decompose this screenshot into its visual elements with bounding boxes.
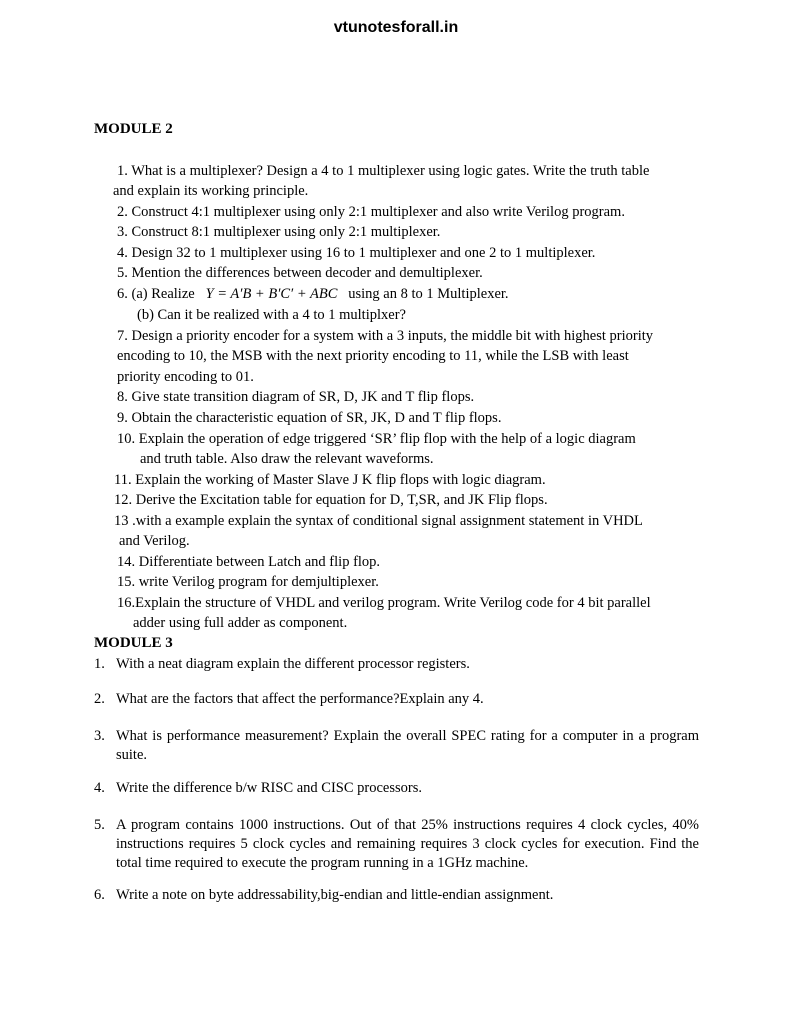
boolean-expression: Y = A′B + B′C′ + ABC xyxy=(205,286,338,302)
module-3-heading: MODULE 3 xyxy=(94,635,173,651)
m3-question-number: 3. xyxy=(94,728,105,744)
m3-question-text: Write the difference b/w RISC and CISC processors. xyxy=(116,780,423,796)
m3-question-4 xyxy=(94,779,699,798)
m2-question-4: 4. Design 32 to 1 multiplexer using 16 to 1 multiplexer and one 2 to 1 multiplexer. xyxy=(117,245,596,261)
m2-question-12: 12. Derive the Excitation table for equation for D, T,SR, and JK Flip flops. xyxy=(114,492,548,508)
m2-question-9: 9. Obtain the characteristic equation of SR, JK, D and T flip flops. xyxy=(117,410,502,426)
m2-question-15: 15. write Verilog program for demjultiplexer. xyxy=(117,574,379,590)
m3-question-1 xyxy=(94,655,699,674)
m2-question-10-line-1: 10. Explain the operation of edge triggered ‘SR’ flip flop with the help of a logic diagram xyxy=(117,431,636,447)
m2-question-10-line-2: and truth table. Also draw the relevant waveforms. xyxy=(140,451,434,467)
m3-question-text: What are the factors that affect the performance?Explain any 4. xyxy=(116,691,484,707)
m3-question-number: 5. xyxy=(94,817,105,833)
m2-question-7-line-3: priority encoding to 01. xyxy=(117,369,254,385)
m2-question-7-line-2: encoding to 10, the MSB with the next priority encoding to 11, while the LSB with least xyxy=(117,348,629,364)
m2-question-3: 3. Construct 8:1 multiplexer using only 2:1 multiplexer. xyxy=(117,224,441,240)
module-2-heading: MODULE 2 xyxy=(94,121,173,137)
m2-question-13-line-2: and Verilog. xyxy=(119,533,190,549)
m2-question-11: 11. Explain the working of Master Slave J K flip flops with logic diagram. xyxy=(114,472,546,488)
m2-question-6b: (b) Can it be realized with a 4 to 1 multiplxer? xyxy=(137,307,406,323)
m3-question-3 xyxy=(94,727,699,765)
m2-question-7-line-1: 7. Design a priority encoder for a system with a 3 inputs, the middle bit with highest priority xyxy=(117,328,654,344)
m3-question-number: 1. xyxy=(94,656,105,672)
m2-question-6-suffix: using an 8 to 1 Multiplexer. xyxy=(348,286,509,302)
m2-question-6a xyxy=(117,284,509,304)
m3-question-text: Write a note on byte addressability,big-endian and little-endian assignment. xyxy=(116,887,554,903)
m2-question-6-prefix: 6. (a) Realize xyxy=(117,286,195,302)
m3-question-6 xyxy=(94,886,699,905)
m2-question-16-line-2: adder using full adder as component. xyxy=(133,615,348,631)
m3-question-number: 2. xyxy=(94,691,105,707)
m3-question-text: A program contains 1000 instructions. Out of that 25% instructions requires 4 clock cycles, 40% instructions requires 5 clock cycles and remaining requires 3 clock cycles for execution. Find the total time required to execute the program running in a 1GHz machine. xyxy=(116,817,699,871)
m2-question-1-line-1: 1. What is a multiplexer? Design a 4 to 1 multiplexer using logic gates. Write the truth table xyxy=(117,163,650,179)
m3-question-5 xyxy=(94,816,699,873)
m3-question-text: What is performance measurement? Explain the overall SPEC rating for a computer in a program suite. xyxy=(116,728,699,763)
m2-question-16-line-1: 16.Explain the structure of VHDL and verilog program. Write Verilog code for 4 bit parallel xyxy=(117,595,651,611)
m2-question-8: 8. Give state transition diagram of SR, D, JK and T flip flops. xyxy=(117,389,475,405)
m2-question-2: 2. Construct 4:1 multiplexer using only 2:1 multiplexer and also write Verilog program. xyxy=(117,204,625,220)
m3-question-2 xyxy=(94,690,699,709)
site-header: vtunotesforall.in xyxy=(333,19,459,36)
m2-question-1-line-2: and explain its working principle. xyxy=(113,183,309,199)
m3-question-text: With a neat diagram explain the different processor registers. xyxy=(116,656,470,672)
m2-question-13-line-1: 13 .with a example explain the syntax of conditional signal assignment statement in VHDL xyxy=(114,513,643,529)
m2-question-5: 5. Mention the differences between decoder and demultiplexer. xyxy=(117,265,483,281)
m3-question-number: 4. xyxy=(94,780,105,796)
m2-question-14: 14. Differentiate between Latch and flip flop. xyxy=(117,554,381,570)
m3-question-number: 6. xyxy=(94,887,105,903)
